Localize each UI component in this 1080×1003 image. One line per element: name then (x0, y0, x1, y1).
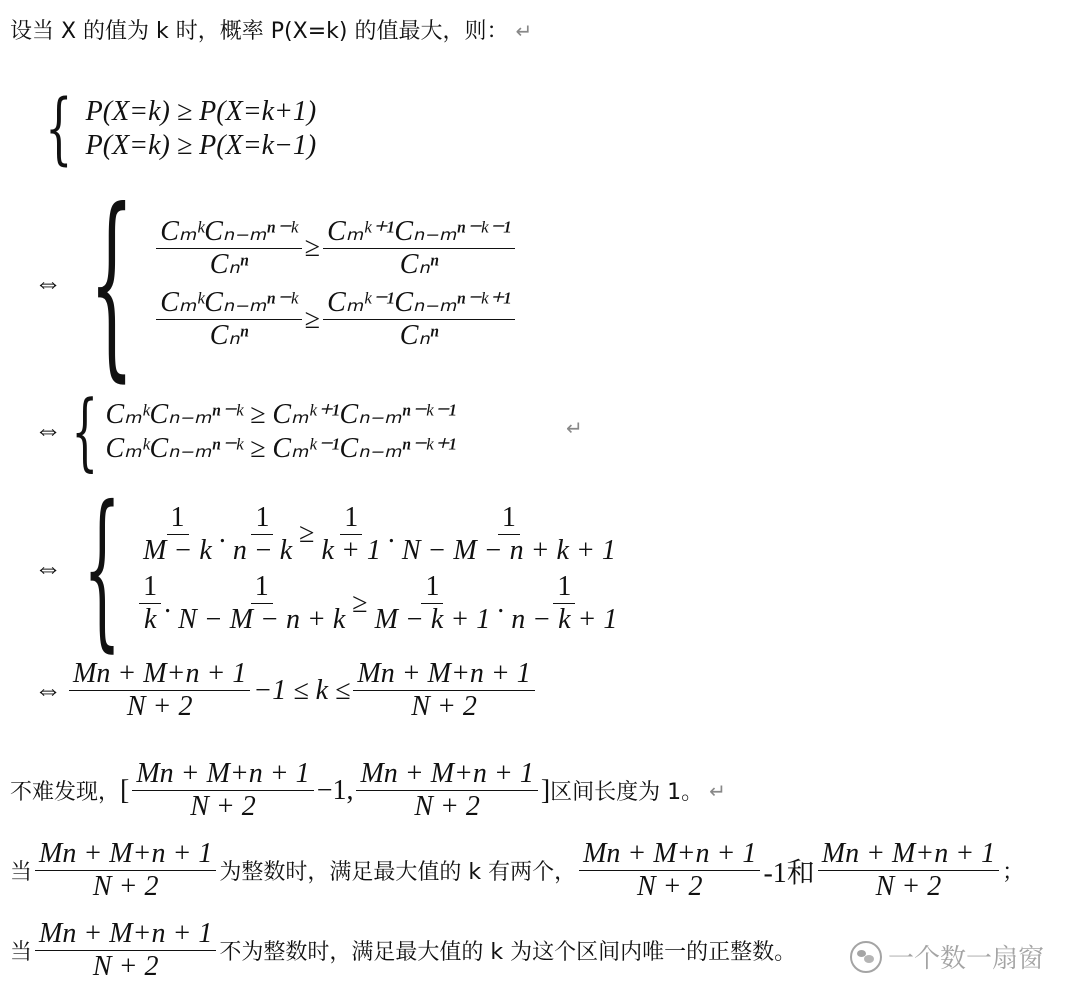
fraction-denominator: N + 2 (636, 871, 703, 903)
fraction-numerator: 1 (340, 502, 362, 535)
interval-prefix: 不难发现， (10, 780, 121, 806)
non-integer-case-line (10, 918, 796, 983)
dot: . (387, 518, 395, 550)
fraction (35, 838, 216, 903)
fraction-numerator: 1 (498, 502, 520, 535)
fraction-numerator: Mn + M+n + 1 (818, 838, 999, 871)
system-2-row-1 (153, 216, 518, 281)
fraction (156, 216, 302, 281)
case-prefix: 当 (10, 940, 33, 966)
dot: . (164, 587, 172, 619)
fraction-numerator: 1 (139, 571, 161, 604)
fraction-denominator: N + 2 (411, 691, 477, 723)
system-1-row-1: P(X=k) ≥ P(X=k+1) (85, 96, 317, 127)
equiv-symbol: ⇔ (34, 674, 62, 706)
fraction (139, 502, 216, 567)
return-mark: ↵ (515, 19, 533, 43)
system-2-rows (153, 216, 518, 353)
fraction-numerator: CₘᵏCₙ₋ₘⁿ⁻ᵏ (156, 287, 302, 320)
intro-text: 设当 X 的值为 k 时，概率 P(X=k) 的值最大，则： (10, 19, 509, 44)
fraction-denominator: N + 2 (414, 791, 480, 823)
return-mark: ↵ (709, 778, 726, 803)
system-3-row-1: CₘᵏCₙ₋ₘⁿ⁻ᵏ ≥ Cₘᵏ⁺¹Cₙ₋ₘⁿ⁻ᵏ⁻¹ (105, 399, 457, 430)
dot: . (497, 587, 505, 619)
interval-suffix: 区间长度为 1。 (550, 780, 704, 806)
fraction-denominator: Cₙⁿ (209, 248, 249, 280)
fraction (156, 287, 302, 352)
geq-symbol: ≥ (304, 232, 321, 264)
fraction-numerator: Mn + M+n + 1 (579, 838, 760, 871)
left-bracket: [ (120, 774, 130, 806)
fraction-denominator: N + 2 (92, 951, 159, 983)
fraction-numerator: Mn + M+n + 1 (132, 758, 313, 791)
equiv-symbol: ⇔ (34, 415, 62, 446)
fraction-denominator: n − k (232, 534, 293, 566)
watermark (850, 938, 1044, 975)
case-text: 不为整数时，满足最大值的 k 为这个区间内唯一的正整数。 (219, 940, 797, 966)
fraction-numerator: Mn + M+n + 1 (35, 918, 216, 951)
interval-line (10, 758, 726, 823)
fraction-denominator: M − k (143, 534, 212, 566)
fraction (318, 502, 385, 567)
minus-one-and: -1和 (763, 857, 815, 889)
fraction-denominator: Cₙⁿ (209, 320, 249, 352)
fraction (229, 502, 296, 567)
inequality-text: −1 ≤ k ≤ (253, 674, 351, 706)
system-4-rows (136, 502, 624, 637)
fraction (818, 838, 999, 903)
equiv-symbol: ⇔ (34, 268, 62, 299)
fraction-denominator: N + 2 (92, 871, 159, 903)
fraction-denominator: N + 2 (875, 871, 942, 903)
fraction-numerator: 1 (553, 571, 575, 604)
fraction (356, 758, 537, 823)
fraction-numerator: Mn + M+n + 1 (356, 758, 537, 791)
system-1-row-2: P(X=k) ≥ P(X=k−1) (85, 130, 317, 161)
fraction-denominator: Cₙⁿ (399, 320, 439, 352)
system-1-rows (86, 96, 317, 162)
fraction (371, 571, 495, 636)
fraction-numerator: Mn + M+n + 1 (69, 658, 250, 691)
system-1 (34, 84, 316, 174)
fraction (323, 216, 515, 281)
fraction-denominator: N − M − n + k + 1 (401, 534, 616, 566)
fraction-denominator: N + 2 (190, 791, 256, 823)
integer-case-line (10, 838, 1024, 903)
fraction-numerator: 1 (251, 502, 273, 535)
semicolon: ； (1002, 860, 1025, 886)
fraction (579, 838, 760, 903)
fraction-numerator: 1 (167, 502, 189, 535)
left-brace: { (71, 382, 99, 480)
fraction-numerator: Mn + M+n + 1 (353, 658, 534, 691)
system-2-row-2 (153, 287, 518, 352)
fraction-numerator: Cₘᵏ⁻¹Cₙ₋ₘⁿ⁻ᵏ⁺¹ (323, 287, 515, 320)
return-mark: ↵ (566, 416, 583, 440)
system-4-row-2 (136, 571, 624, 636)
system-3-row-2: CₘᵏCₙ₋ₘⁿ⁻ᵏ ≥ Cₘᵏ⁻¹Cₙ₋ₘⁿ⁻ᵏ⁺¹ (105, 433, 457, 464)
case-prefix: 当 (10, 860, 33, 886)
left-brace: { (89, 167, 134, 400)
fraction-numerator: 1 (421, 571, 443, 604)
fraction-numerator: 1 (251, 571, 273, 604)
system-3-rows (105, 397, 456, 465)
minus-one: −1, (316, 774, 354, 806)
dot: . (218, 518, 226, 550)
fraction (507, 571, 621, 636)
fraction (174, 571, 349, 636)
fraction-denominator: N + 2 (126, 691, 193, 723)
fraction-numerator: CₘᵏCₙ₋ₘⁿ⁻ᵏ (156, 216, 302, 249)
fraction (398, 502, 620, 567)
intro-line (10, 14, 532, 45)
left-brace: { (45, 84, 73, 174)
fraction-denominator: N − M − n + k (178, 604, 346, 636)
fraction (132, 758, 313, 823)
left-brace: { (83, 470, 122, 668)
fraction-denominator: M − k + 1 (374, 604, 491, 636)
geq-symbol: ≥ (299, 518, 315, 550)
result-inequality (34, 658, 538, 723)
system-4-row-1 (136, 502, 624, 567)
right-bracket: ] (540, 774, 551, 806)
equiv-symbol: ⇔ (34, 553, 62, 584)
fraction-denominator: n − k + 1 (511, 604, 618, 636)
fraction-denominator: k (143, 604, 157, 636)
fraction-numerator: Cₘᵏ⁺¹Cₙ₋ₘⁿ⁻ᵏ⁻¹ (323, 216, 515, 249)
fraction (323, 287, 515, 352)
fraction-denominator: Cₙⁿ (399, 248, 439, 280)
fraction-denominator: k + 1 (321, 534, 381, 566)
wechat-icon (850, 941, 882, 973)
fraction (139, 571, 161, 636)
geq-symbol: ≥ (304, 303, 321, 335)
fraction (69, 658, 250, 723)
system-3 (34, 382, 456, 480)
fraction (353, 658, 534, 723)
fraction (35, 918, 216, 983)
fraction-numerator: Mn + M+n + 1 (35, 838, 216, 871)
geq-symbol: ≥ (352, 587, 368, 619)
system-2 (34, 167, 518, 400)
case-text: 为整数时，满足最大值的 k 有两个， (219, 860, 577, 886)
system-4 (34, 470, 624, 668)
watermark-text: 一个数一扇窗 (887, 944, 1044, 974)
